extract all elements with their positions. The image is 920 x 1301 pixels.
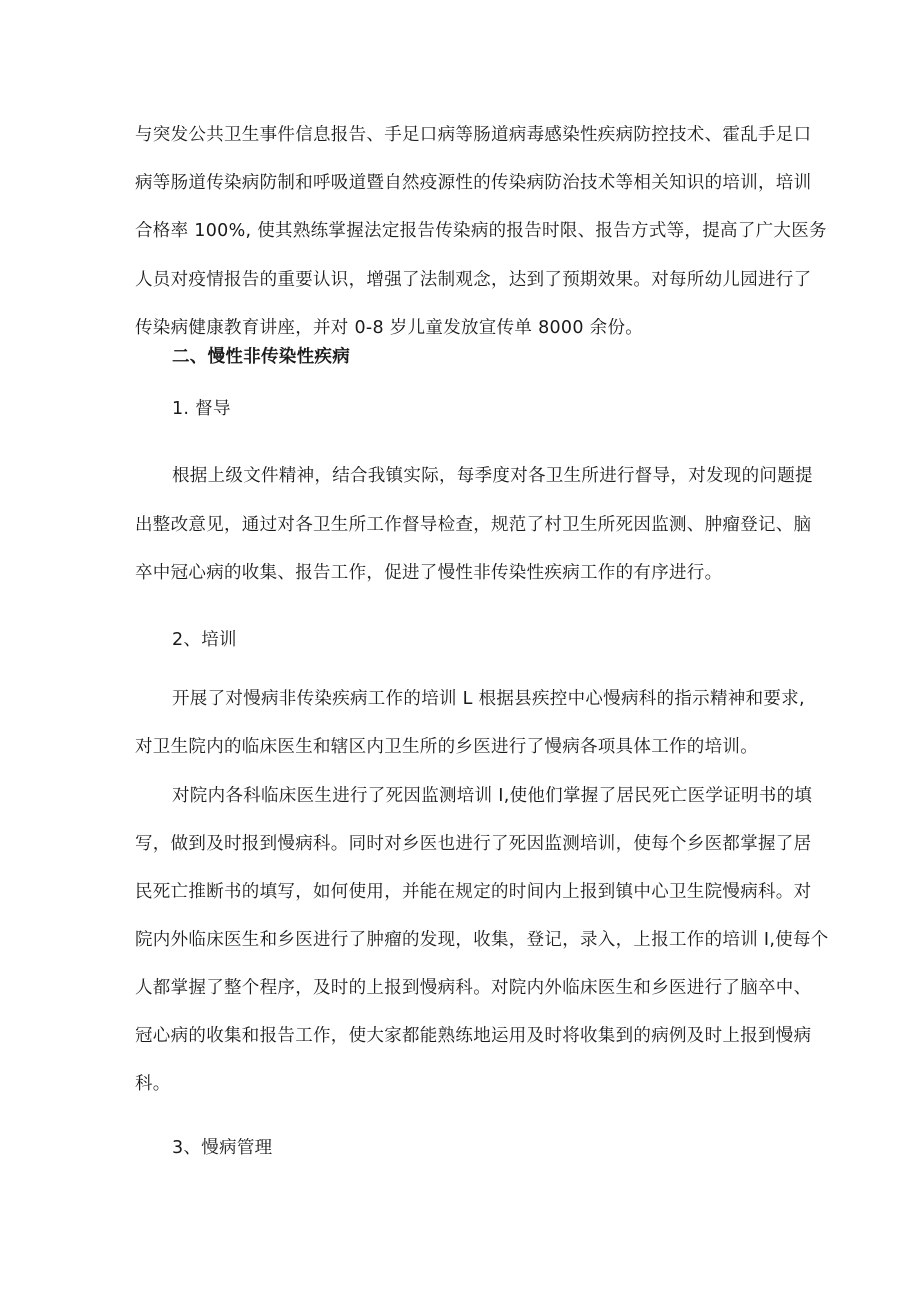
text-line: 传染病健康教育讲座，并对 0-8 岁儿童发放宣传单 8000 余份。 [135,318,644,338]
section-heading: 二、慢性非传染性疾病 [172,347,350,367]
subsection-heading: 3、慢病管理 [172,1138,273,1158]
text-line: 病等肠道传染病防制和呼吸道暨自然疫源性的传染病防治技术等相关知识的培训，培训 [135,173,812,193]
text-line: 对卫生院内的临床医生和辖区内卫生所的乡医进行了慢病各项具体工作的培训。 [135,737,758,757]
text-line: 冠心病的收集和报告工作，使大家都能熟练地运用及时将收集到的病例及时上报到慢病 [135,1026,812,1046]
text-line: 出整改意见，通过对各卫生所工作督导检查，规范了村卫生所死因监测、肿瘤登记、脑 [135,515,812,535]
text-line: 与突发公共卫生事件信息报告、手足口病等肠道病毒感染性疾病防控技术、霍乱手足口 [135,125,812,145]
subsection-heading: 1. 督导 [172,399,231,419]
subsection-heading: 2、培训 [172,630,237,650]
text-line: 科。 [135,1074,171,1094]
text-line: 卒中冠心病的收集、报告工作，促进了慢性非传染性疾病工作的有序进行。 [135,563,723,583]
text-line: 对院内各科临床医生进行了死因监测培训 I,使他们掌握了居民死亡医学证明书的填 [172,786,813,806]
text-line: 根据上级文件精神，结合我镇实际，每季度对各卫生所进行督导，对发现的问题提 [172,466,813,486]
text-line: 人都掌握了整个程序，及时的上报到慢病科。对院内外临床医生和乡医进行了脑卒中、 [135,978,812,998]
text-line: 写，做到及时报到慢病科。同时对乡医也进行了死因监测培训，使每个乡医都掌握了居 [135,834,812,854]
text-line: 合格率 100%, 使其熟练掌握法定报告传染病的报告时限、报告方式等，提高了广大医务 [135,221,827,241]
text-line: 人员对疫情报告的重要认识，增强了法制观念，达到了预期效果。对每所幼儿园进行了 [135,270,812,290]
text-line: 院内外临床医生和乡医进行了肿瘤的发现，收集，登记，录入，上报工作的培训 I,使每个 [135,930,829,950]
text-line: 民死亡推断书的填写，如何使用，并能在规定的时间内上报到镇中心卫生院慢病科。对 [135,882,812,902]
text-line: 开展了对慢病非传染疾病工作的培训 L 根据县疾控中心慢病科的指示精神和要求, [172,689,805,709]
